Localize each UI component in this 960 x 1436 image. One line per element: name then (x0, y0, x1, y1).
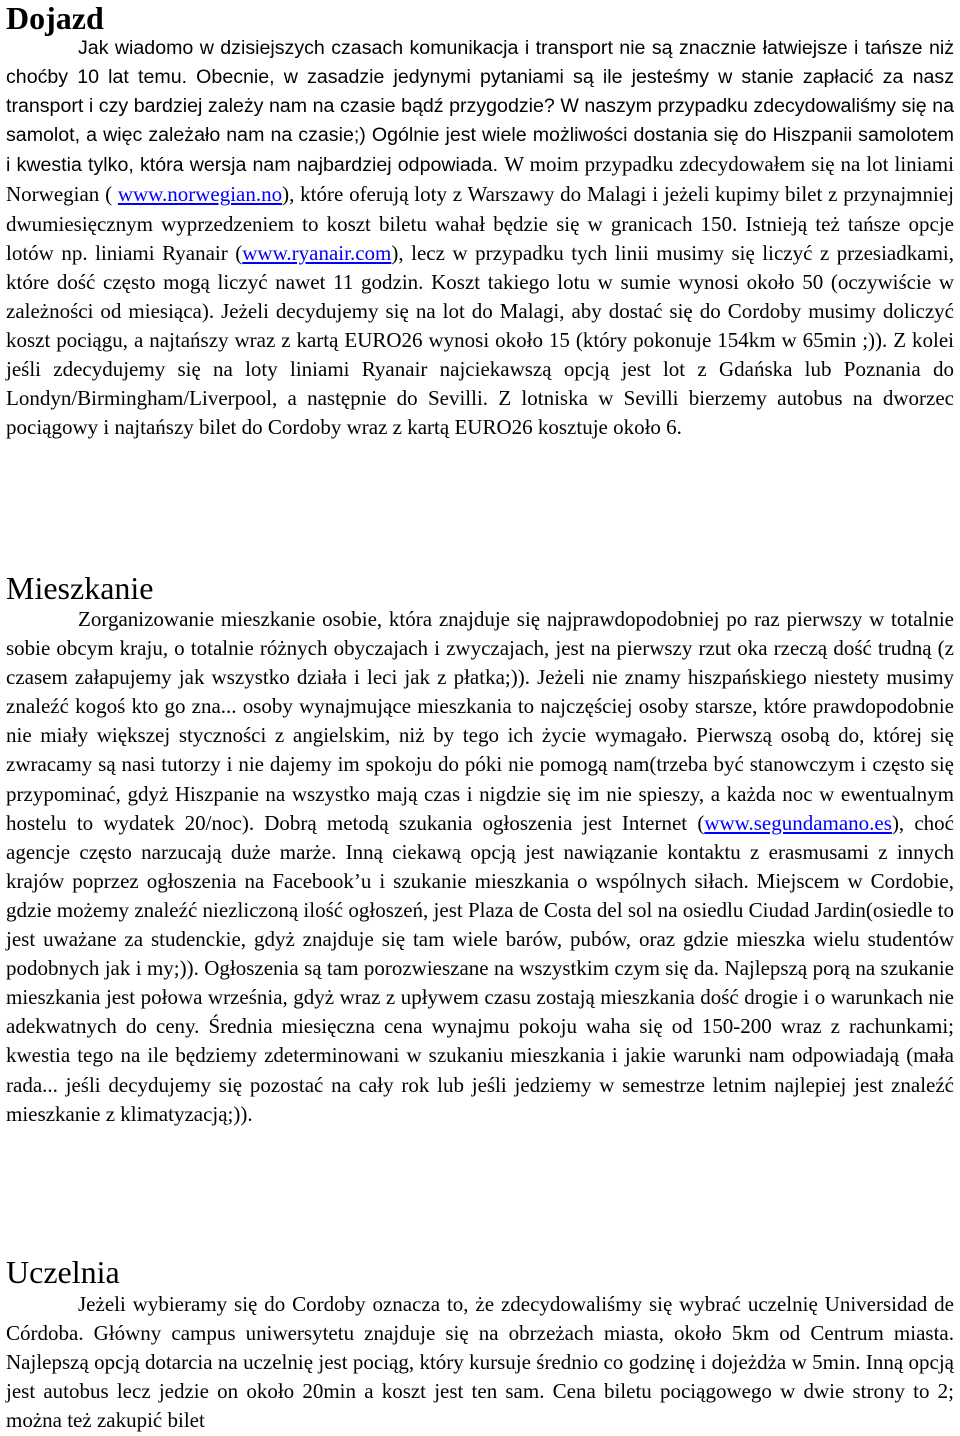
heading-dojazd: Dojazd (6, 0, 104, 36)
dojazd-text-intro: Jak wiadomo w dzisiejszych czasach komunikacja i transport nie są znacznie łatwiejsze i tańsze niż choćby 10 lat temu. Obecnie, w zasadzie jedynymi pytaniami są ile jesteśmy w stanie zapłacić za nasz transport i czy bardziej zależy nam na czasie bądź przygodzie? W naszym przypadku zdecydowaliśmy się na samolot, a więc zależało nam na czasie;) Ogólnie jest wiele możliwości dostania się do Hiszpanii samolotem i kwestia tylko, która wersja nam najbardziej odpowiada. (6, 37, 954, 177)
dojazd-text-ryanair: ), które oferują loty z Warszawy do Malagi i jeżeli kupimy bilet z przynajmniej dwumiesięcznym wyprzedzeniem to koszt biletu wahał będzie się w granicach 150. Istnieją też tańsze opcje lotów np. liniami Ryanair ( (6, 182, 954, 265)
dojazd-text-norwegian: W moim przypadku zdecydowałem się na lot liniami Norwegian ( (6, 152, 954, 207)
paragraph-dojazd (6, 34, 954, 442)
heading-uczelnia: Uczelnia (6, 1254, 120, 1290)
paragraph-mieszkanie (6, 605, 954, 1129)
link-segundamano[interactable]: www.segundamano.es (704, 810, 892, 835)
dojazd-text-rest: ), lecz w przypadku tych linii musimy się liczyć z przesiadkami, które dość często mogą liczyć nawet 11 godzin. Koszt takiego lotu w sumie wynosi około 50 (oczywiście w zależności od miesiąca). Jeżeli decydujemy się na lot do Malagi, aby dostać się do Cordoby musimy doliczyć koszt pociągu, a najtańszy wraz z kartą EURO26 wynosi około 15 (który pokonuje 154km w 65min ;)). Z kolei jeśli zdecydujemy się na loty liniami Ryanair najciekawszą opcją jest lot z Gdańska lub Poznania do Londyn/Birmingham/Liverpool, a następnie do Sevilli. Z lotniska w Sevilli bierzemy autobus na dworzec pociągowy i najtańszy bilet do Cordoby wraz z kartą EURO26 kosztuje około 6. (6, 240, 954, 440)
link-norwegian[interactable]: www.norwegian.no (117, 182, 283, 207)
uczelnia-text: Jeżeli wybieramy się do Cordoby oznacza to, że zdecydowaliśmy się wybrać uczelnię Universidad de Córdoba. Główny campus uniwersytetu znajduje się na obrzeżach miasta, około 5km od Centrum miasta. Najlepszą opcją dotarcia na uczelnię jest pociąg, który kursuje średnio co godzinę i dojeżdża w 5min. Inną opcją jest autobus lecz jedzie on około 20min a koszt jest ten sam. Cena biletu pociągowego w dwie strony to 2; można też zakupić bilet (6, 1292, 954, 1433)
paragraph-uczelnia (6, 1290, 954, 1435)
mieszkanie-text-b: ), choć agencje często narzucają duże marże. Inną ciekawą opcją jest nawiązanie kontaktu z erasmusami z innych krajów poprzez ogłoszenia na Facebook’u i szukanie mieszkania o wspólnych siłach. Miejscem w Cordobie, gdzie możemy znaleźć niezliczoną ilość ogłoszeń, jest Plaza de Costa del sol na osiedlu Ciudad Jardin(osiedle to jest uważane za studenckie, gdyż znajduje się tam wiele barów, pubów, oraz gdzie mieszka wielu studentów podobnych jak i my;)). Ogłoszenia są tam porozwieszane na wszystkim czym się da. Najlepszą porą na szukanie mieszkania jest połowa września, gdyż wraz z upływem czasu zostają mieszkania dość drogie i o warunkach nie adekwatnych do ceny. Średnia miesięczna cena wynajmu pokoju waha się od 150-200 wraz z rachunkami; kwestia tego na ile będziemy zdeterminowani w szukaniu mieszkania i jakie warunki nam odpowiadają (mała rada... jeśli decydujemy się pozostać na cały rok lub jeśli jedziemy w semestrze letnim najlepiej jest znaleźć mieszkanie z klimatyzacją;)). (6, 810, 954, 1126)
mieszkanie-text-a: Zorganizowanie mieszkanie osobie, która znajduje się najprawdopodobniej po raz pierwszy w totalnie sobie obcym kraju, o totalnie różnych obyczajach i zwyczajach, jest na pierwszy rzut oka rzeczą dość trudną (z czasem załapujemy jak wszystko działa i leci jak z płatka;)). Jeżeli nie znamy hiszpańskiego niestety musimy znaleźć kogoś kto go zna... osoby wynajmujące mieszkania to najczęściej osoby starsze, które prawdopodobnie nie miały większej styczności z angielskim, niż by tego ich życie wymagało. Pierwszą osobą do, której się zwracamy są nasi tutorzy i nie dajemy im spokoju do póki nie pomogą nam(trzeba być stanowczym i często się przypominać, gdyż Hiszpanie na wszystko mają czas i nigdzie się im nie spieszy, a każda noc w ewentualnym hostelu to wydatek 20/noc). Dobrą metodą szukania ogłoszenia jest Internet ( (6, 607, 954, 835)
link-ryanair[interactable]: www.ryanair.com (242, 240, 392, 265)
heading-mieszkanie: Mieszkanie (6, 570, 154, 606)
